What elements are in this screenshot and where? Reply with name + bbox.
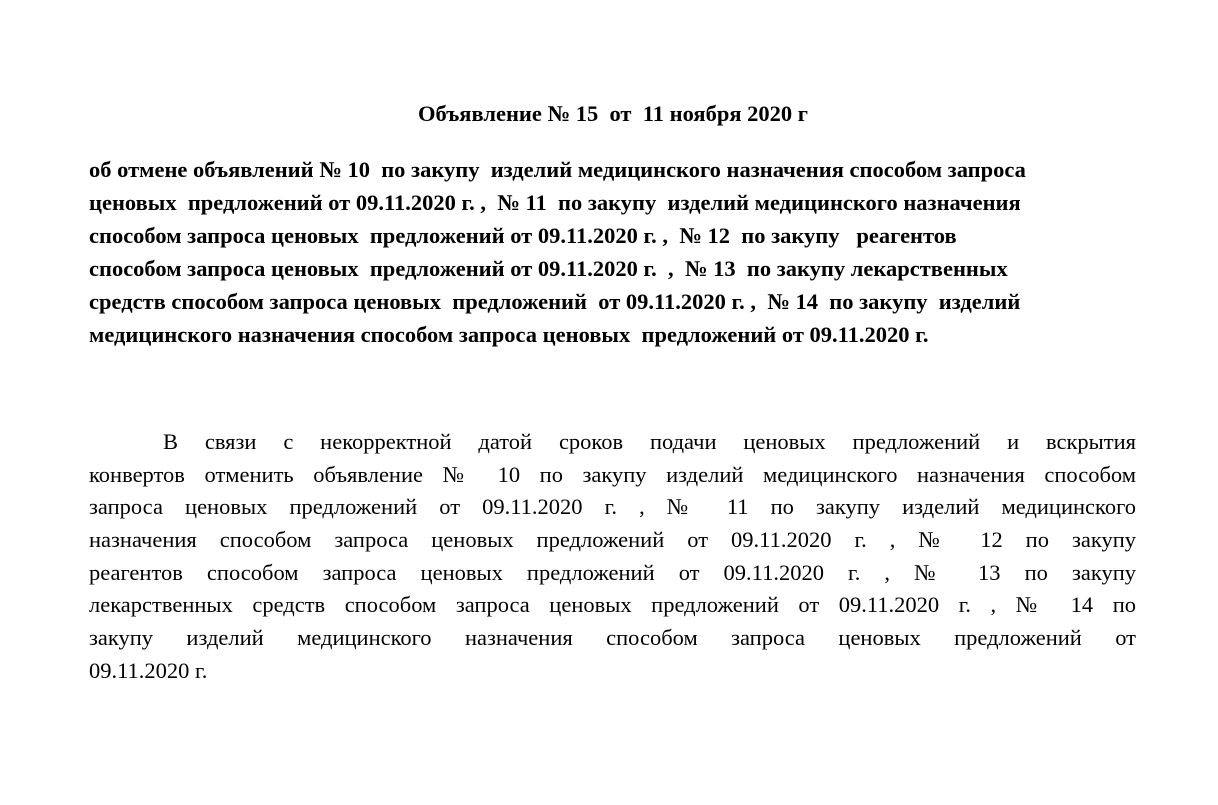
body-line: запроса ценовых предложений от 09.11.2020 г. , № 11 по закупу изделий медицинского [89,494,1136,520]
subject-line: способом запроса ценовых предложений от 09.11.2020 г. , № 12 по закупу реагентов [89,223,957,248]
subject-line: способом запроса ценовых предложений от 09.11.2020 г. , № 13 по закупу лекарственных [89,256,1008,281]
body-line: В связи с некорректной датой сроков подачи ценовых предложений и вскрытия [163,429,1136,454]
subject-line: медицинского назначения способом запроса ценовых предложений от 09.11.2020 г. [89,322,929,347]
subject-line: ценовых предложений от 09.11.2020 г. , № 11 по закупу изделий медицинского назначения [89,190,1021,215]
subject-paragraph [89,153,1149,351]
body-line: реагентов способом запроса ценовых предложений от 09.11.2020 г. , № 13 по закупу [89,559,1136,585]
document-title: Объявление № 15 от 11 ноября 2020 г [418,101,808,126]
body-line: 09.11.2020 г. [89,657,208,683]
subject-line: об отмене объявлений № 10 по закупу изделий медицинского назначения способом запроса [89,157,1026,182]
body-line: закупу изделий медицинского назначения способом запроса ценовых предложений от [89,625,1136,651]
body-line: назначения способом запроса ценовых предложений от 09.11.2020 г. , № 12 по закупу [89,527,1136,553]
body-line: лекарственных средств способом запроса ценовых предложений от 09.11.2020 г. , № 14 по [89,592,1136,618]
body-paragraph [89,426,1136,688]
subject-line: средств способом запроса ценовых предложений от 09.11.2020 г. , № 14 по закупу изделий [89,289,1021,314]
body-line: конвертов отменить объявление № 10 по закупу изделий медицинского назначения способом [89,461,1136,487]
